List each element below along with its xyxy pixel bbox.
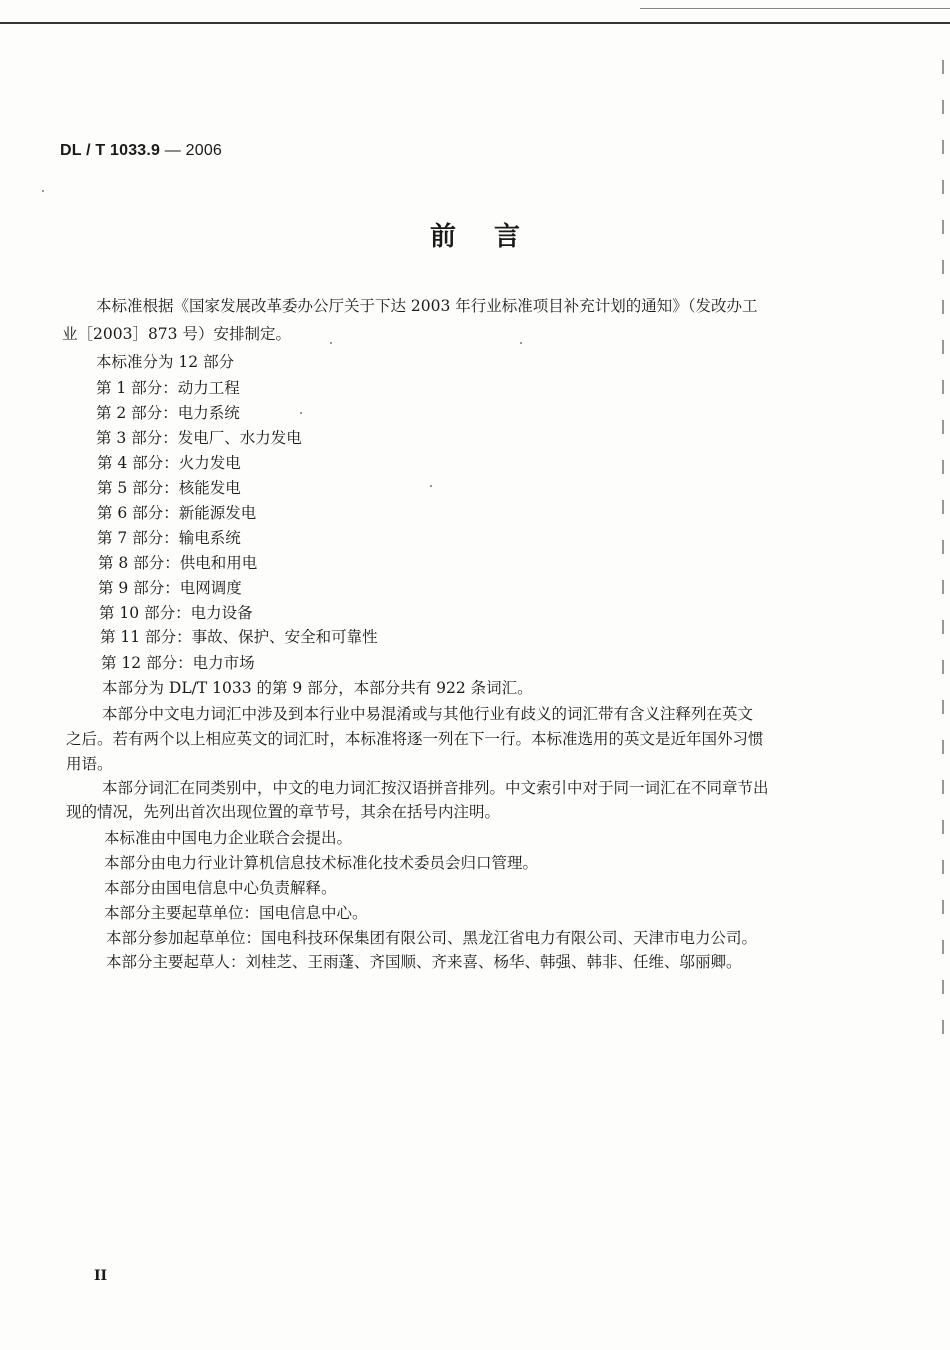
intro-line-1: 本标准根据《国家发展改革委办公厅关于下达 2003 年行业标准项目补充计划的通知》（发改办工 [96,297,758,315]
document-year: — 2006 [160,142,223,159]
part-item: 第 8 部分：供电和用电 [98,554,258,572]
top-rule-thin [640,8,950,9]
part-item: 第 12 部分：电力市场 [101,654,255,672]
page-title: 前言 [429,222,558,252]
document-id [60,142,222,160]
this-part-statement: 本部分为 DL/T 1033 的第 9 部分，本部分共有 922 条词汇。 [102,679,533,697]
intro-line-2: 业［2003］873 号）安排制定。 [62,325,291,343]
scan-speck [520,342,522,344]
part-item: 第 9 部分：电网调度 [98,579,242,597]
part-item: 第 6 部分：新能源发电 [97,504,257,522]
part-item: 第 7 部分：输电系统 [97,529,241,547]
scan-speck [42,190,44,192]
part-item: 第 11 部分：事故、保护、安全和可靠性 [100,628,378,646]
order-line-1: 本部分词汇在同类别中，中文的电力词汇按汉语拼音排列。中文索引中对于同一词汇在不同章节出 [102,779,769,797]
managed-by: 本部分由电力行业计算机信息技术标准化技术委员会归口管理。 [104,854,539,872]
scan-edge-mark [942,60,944,1060]
part-item: 第 3 部分：发电厂、水力发电 [96,429,302,447]
part-item: 第 5 部分：核能发电 [97,479,241,497]
note-line-1: 本部分中文电力词汇中涉及到本行业中易混淆或与其他行业有歧义的词汇带有含义注释列在英文 [102,705,754,723]
note-line-2: 之后。若有两个以上相应英文的词汇时，本标准将逐一列在下一行。本标准选用的英文是近年国外习惯 [66,730,764,748]
part-item: 第 10 部分：电力设备 [99,604,253,622]
main-drafters: 本部分主要起草人：刘桂芝、王雨蓬、齐国顺、齐来喜、杨华、韩强、韩非、任维、邬丽卿。 [106,953,742,971]
part-item: 第 1 部分：动力工程 [96,379,240,397]
interpreted-by: 本部分由国电信息中心负责解释。 [104,879,337,897]
scan-speck [430,485,432,487]
scan-speck [300,412,302,414]
order-line-2: 现的情况，先列出首次出现位置的章节号，其余在括号内注明。 [66,803,501,821]
proposed-by: 本标准由中国电力企业联合会提出。 [104,829,353,847]
top-rule [0,22,950,24]
participating-units: 本部分参加起草单位：国电科技环保集团有限公司、黑龙江省电力有限公司、天津市电力公司。 [106,929,758,947]
note-line-3: 用语。 [66,755,113,773]
parts-intro: 本标准分为 12 部分 [96,353,235,371]
scan-speck [330,342,332,344]
main-drafter-unit: 本部分主要起草单位：国电信息中心。 [104,904,368,922]
part-item: 第 4 部分：火力发电 [97,454,241,472]
part-item: 第 2 部分：电力系统 [96,404,240,422]
document-number: DL / T 1033.9 [60,142,161,159]
page-number: II [94,1268,108,1284]
